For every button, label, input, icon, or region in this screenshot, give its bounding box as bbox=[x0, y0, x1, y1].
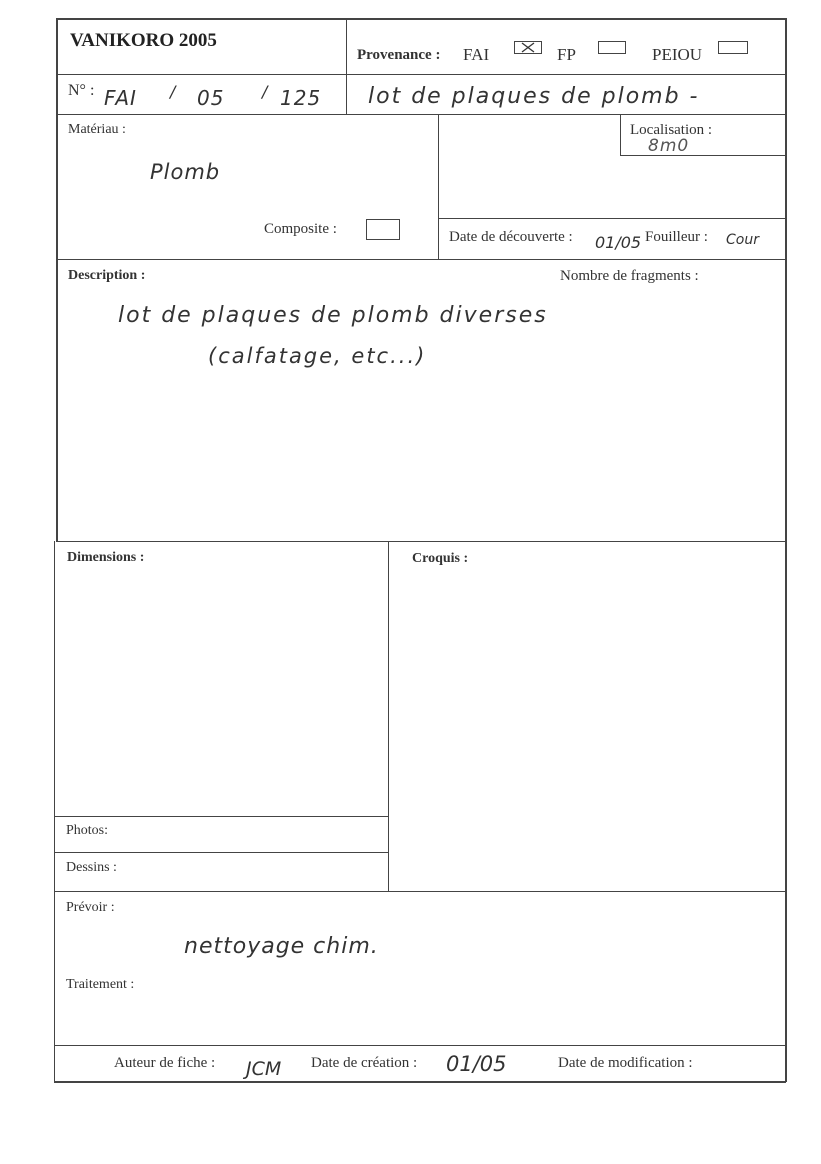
number-separator-2: / bbox=[262, 82, 269, 101]
creation-date-value: 01/05 bbox=[446, 1052, 507, 1076]
localisation-value: 8m0 bbox=[648, 136, 690, 156]
option-peiou-label: PEIOU bbox=[652, 45, 703, 64]
composite-checkbox[interactable] bbox=[366, 219, 400, 240]
author-value: JCM bbox=[246, 1058, 282, 1080]
option-fp-checkbox[interactable] bbox=[598, 41, 626, 54]
option-fai-label: FAI bbox=[463, 45, 490, 64]
number-separator-1: / bbox=[170, 82, 177, 101]
number-label: N° : bbox=[68, 82, 95, 99]
description-line-2: (calfatage, etc...) bbox=[208, 344, 427, 368]
traitement-label: Traitement : bbox=[66, 977, 135, 992]
excavator-value: Cour bbox=[726, 232, 759, 248]
material-value: Plomb bbox=[150, 160, 221, 184]
number-part-site: FAI bbox=[104, 86, 137, 110]
description-line-1: lot de plaques de plomb diverses bbox=[118, 303, 548, 328]
fragments-label: Nombre de fragments : bbox=[560, 268, 699, 284]
croquis-label: Croquis : bbox=[412, 551, 469, 566]
excavator-label: Fouilleur : bbox=[645, 229, 708, 245]
description-label: Description : bbox=[68, 268, 146, 283]
prevoir-value: nettoyage chim. bbox=[184, 934, 379, 959]
provenance-label: Provenance : bbox=[357, 47, 441, 63]
prevoir-label: Prévoir : bbox=[66, 900, 115, 915]
option-fai-checkbox[interactable] bbox=[514, 41, 542, 54]
localisation-label: Localisation : bbox=[630, 122, 713, 138]
number-part-index: 125 bbox=[280, 86, 322, 110]
creation-date-label: Date de création : bbox=[311, 1055, 418, 1071]
dessins-label: Dessins : bbox=[66, 860, 117, 875]
discovery-date-value: 01/05 bbox=[595, 233, 642, 252]
site-title: VANIKORO 2005 bbox=[70, 30, 217, 51]
photos-label: Photos: bbox=[66, 823, 109, 838]
composite-label: Composite : bbox=[264, 221, 337, 237]
object-title: lot de plaques de plomb - bbox=[368, 84, 700, 109]
author-label: Auteur de fiche : bbox=[114, 1055, 216, 1071]
discovery-date-label: Date de découverte : bbox=[449, 229, 573, 245]
number-part-year: 05 bbox=[197, 86, 225, 110]
modification-date-label: Date de modification : bbox=[558, 1055, 693, 1071]
checkmark-x-icon bbox=[515, 42, 541, 53]
material-label: Matériau : bbox=[68, 122, 126, 137]
dimensions-label: Dimensions : bbox=[67, 550, 145, 565]
option-fp-label: FP bbox=[557, 45, 576, 64]
option-peiou-checkbox[interactable] bbox=[718, 41, 748, 54]
